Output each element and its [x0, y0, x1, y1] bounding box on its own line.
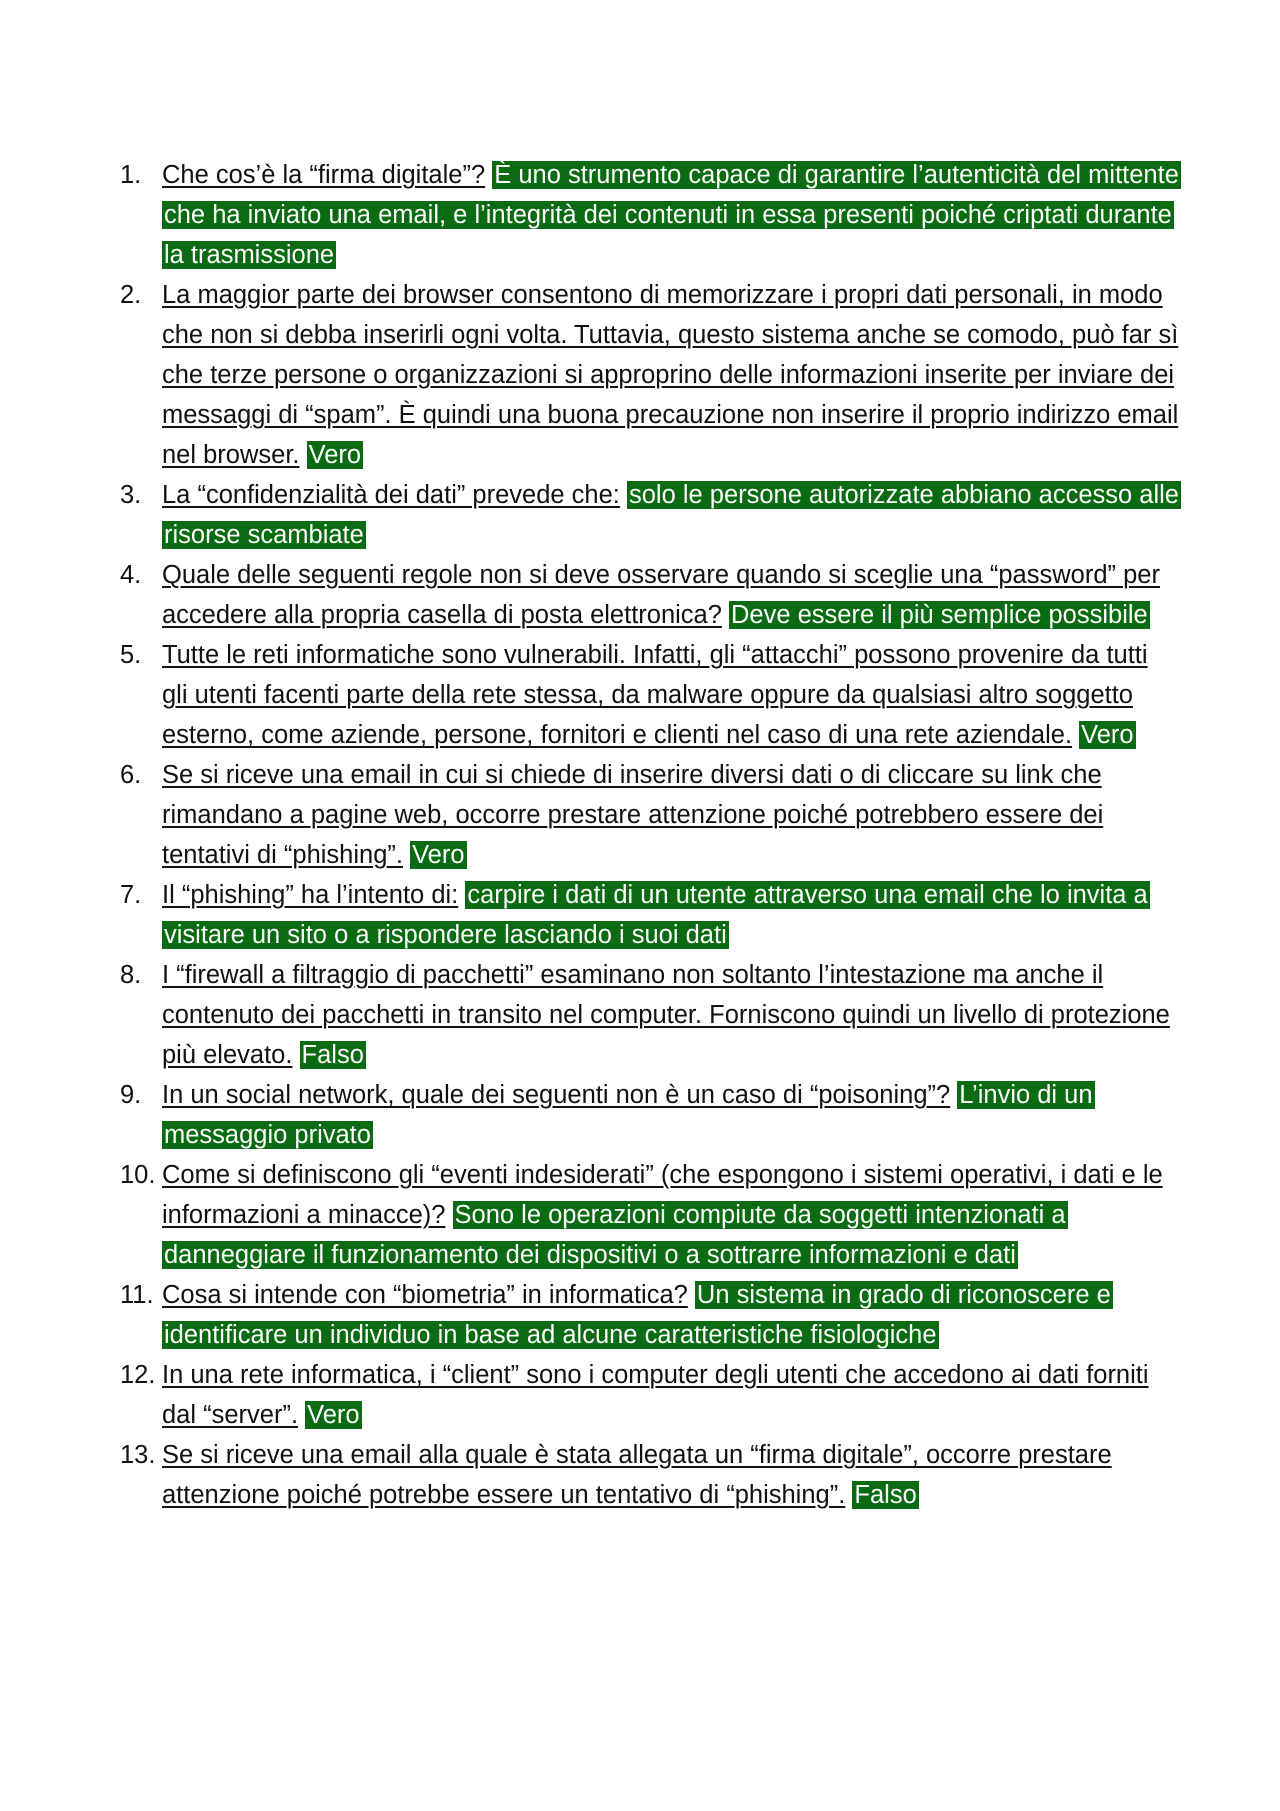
item-number: 9.: [120, 1081, 142, 1109]
question-text: La “confidenzialità dei dati” prevede che:: [162, 481, 620, 509]
list-item: [120, 955, 1180, 1075]
answer-highlight: L’invio di un messaggio privato: [164, 1081, 1093, 1149]
list-item: [120, 635, 1180, 755]
item-number: 11.: [120, 1281, 154, 1309]
question-text: Cosa si intende con “biometria” in informatica?: [162, 1281, 688, 1309]
item-number: 6.: [120, 761, 142, 789]
list-item: [120, 555, 1180, 635]
answer-highlight: carpire i dati di un utente attraverso una email che lo invita a visitare un sito o a rispondere lasciando i suoi dati: [164, 881, 1148, 949]
list-item: [120, 275, 1180, 475]
item-number: 1.: [120, 161, 142, 189]
list-item: [120, 875, 1180, 955]
answer-highlight: Falso: [854, 1481, 917, 1509]
item-number: 2.: [120, 281, 142, 309]
question-text: In una rete informatica, i “client” sono i computer degli utenti che accedono ai dati forniti dal “server”.: [162, 1361, 1149, 1429]
question-text: I “firewall a filtraggio di pacchetti” esaminano non soltanto l’intestazione ma anche il contenuto dei pacchetti in transito nel computer. Forniscono quindi un livello di protezione più elevato.: [162, 961, 1170, 1069]
question-text: Se si riceve una email in cui si chiede di inserire diversi dati o di cliccare su link che rimandano a pagine web, occorre prestare attenzione poiché potrebbero essere dei tentativi di “phishing”.: [162, 761, 1104, 869]
item-number: 7.: [120, 881, 142, 909]
list-item: [120, 755, 1180, 875]
answer-highlight: Vero: [412, 841, 465, 869]
item-number: 10.: [120, 1161, 156, 1189]
item-number: 8.: [120, 961, 142, 989]
item-number: 4.: [120, 561, 142, 589]
list-item: [120, 1275, 1180, 1355]
question-text: Che cos’è la “firma digitale”?: [162, 161, 486, 189]
question-list: [120, 155, 1180, 1515]
answer-highlight: Vero: [307, 1401, 360, 1429]
answer-highlight: Sono le operazioni compiute da soggetti intenzionati a danneggiare il funzionamento dei dispositivi o a sottrarre informazioni e dati: [164, 1201, 1066, 1269]
answer-highlight: Falso: [301, 1041, 364, 1069]
list-item: [120, 1075, 1180, 1155]
item-number: 12.: [120, 1361, 156, 1389]
item-number: 13.: [120, 1441, 156, 1469]
list-item: [120, 1155, 1180, 1275]
question-text: Tutte le reti informatiche sono vulnerabili. Infatti, gli “attacchi” possono provenire da tutti gli utenti facenti parte della rete stessa, da malware oppure da qualsiasi altro soggetto esterno, come aziende, persone, fornitori e clienti nel caso di una rete aziendale.: [162, 641, 1148, 749]
question-text: Come si definiscono gli “eventi indesiderati” (che espongono i sistemi operativi, i dati e le informazioni a minacce)?: [162, 1161, 1163, 1229]
answer-highlight: Un sistema in grado di riconoscere e identificare un individuo in base ad alcune caratteristiche fisiologiche: [164, 1281, 1111, 1349]
answer-highlight: Vero: [1081, 721, 1134, 749]
answer-highlight: solo le persone autorizzate abbiano accesso alle risorse scambiate: [164, 481, 1179, 549]
question-text: Quale delle seguenti regole non si deve osservare quando si sceglie una “password” per accedere alla propria casella di posta elettronica?: [162, 561, 1160, 629]
list-item: [120, 155, 1180, 275]
question-text: La maggior parte dei browser consentono di memorizzare i propri dati personali, in modo che non si debba inserirli ogni volta. Tuttavia, questo sistema anche se comodo, può far sì che terze persone o organizzazioni si approprino delle informazioni inserite per inviare dei messaggi di “spam”. È quindi una buona precauzione non inserire il proprio indirizzo email nel browser.: [162, 281, 1179, 469]
item-number: 5.: [120, 641, 142, 669]
answer-highlight: Deve essere il più semplice possibile: [731, 601, 1148, 629]
list-item: [120, 1355, 1180, 1435]
item-number: 3.: [120, 481, 142, 509]
list-item: [120, 1435, 1180, 1515]
question-text: Se si riceve una email alla quale è stata allegata un “firma digitale”, occorre prestare attenzione poiché potrebbe essere un tentativo di “phishing”.: [162, 1441, 1112, 1509]
answer-highlight: È uno strumento capace di garantire l’autenticità del mittente che ha inviato una email, e l’integrità dei contenuti in essa presenti poiché criptati durante la trasmissione: [164, 161, 1179, 269]
list-item: [120, 475, 1180, 555]
answer-highlight: Vero: [308, 441, 362, 469]
question-text: In un social network, quale dei seguenti non è un caso di “poisoning”?: [162, 1081, 951, 1109]
question-text: Il “phishing” ha l’intento di:: [162, 881, 459, 909]
